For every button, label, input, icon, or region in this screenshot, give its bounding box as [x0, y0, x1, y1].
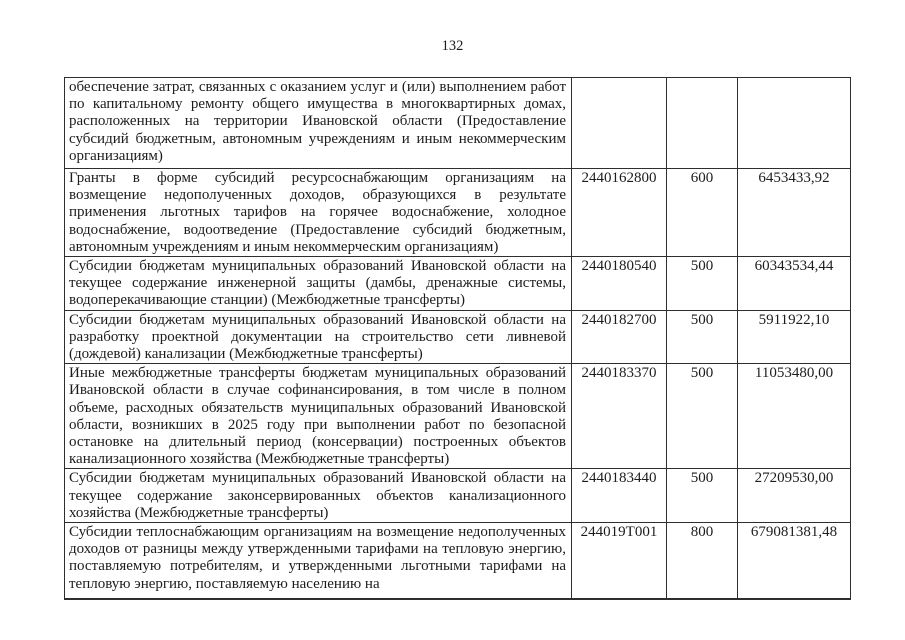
expense-description: Гранты в форме субсидий ресурсоснабжающим организациям на возмещение недополученных доходов, образующихся в результате применения льготных тарифов на горячее водоснабжение, холодное водоснабжение, водоотведение (Предоставление субсидий бюджетным, автономным учреждениям и иным некоммерческим организациям) — [65, 169, 572, 257]
amount-value — [738, 78, 851, 169]
budget-expenditures-table — [64, 77, 851, 600]
table-row — [65, 257, 851, 311]
budget-code: 2440162800 — [572, 169, 667, 257]
expense-description: обеспечение затрат, связанных с оказанием услуг и (или) выполнением работ по капитальному ремонту общего имущества в многоквартирных домах, расположенных на территории Ивановской области (Предоставление субсидий бюджетным, автономным учреждениям и иным некоммерческим организациям) — [65, 78, 572, 169]
expense-type-code: 600 — [667, 169, 738, 257]
amount-value: 6453433,92 — [738, 169, 851, 257]
table-row — [65, 78, 851, 169]
budget-code: 2440182700 — [572, 310, 667, 364]
amount-value: 11053480,00 — [738, 364, 851, 469]
expense-description: Субсидии бюджетам муниципальных образований Ивановской области на текущее содержание инженерной защиты (дамбы, дренажные системы, водоперекачивающие станции) (Межбюджетные трансферты) — [65, 257, 572, 311]
expense-type-code: 500 — [667, 364, 738, 469]
table-row — [65, 469, 851, 523]
budget-code: 244019T001 — [572, 523, 667, 599]
page-number: 132 — [441, 38, 464, 54]
budget-code: 2440183370 — [572, 364, 667, 469]
table-row — [65, 523, 851, 599]
table-row — [65, 169, 851, 257]
expense-description: Субсидии бюджетам муниципальных образований Ивановской области на разработку проектной документации на строительство сети ливневой (дождевой) канализации (Межбюджетные трансферты) — [65, 310, 572, 364]
expense-type-code: 500 — [667, 257, 738, 311]
table-row — [65, 310, 851, 364]
expense-type-code: 500 — [667, 469, 738, 523]
expense-type-code: 800 — [667, 523, 738, 599]
expense-type-code — [667, 78, 738, 169]
expense-type-code: 500 — [667, 310, 738, 364]
clipped-text: Субсидии теплоснабжающим организациям на возмещение недополученных доходов от разницы между утвержденными тарифами на тепловую энергию, поставляемую потребителям, и утвержденными льготными тарифами на тепловую энергию, поставляемую населению на — [69, 524, 566, 592]
budget-code — [572, 78, 667, 169]
expense-description: Субсидии бюджетам муниципальных образований Ивановской области на текущее содержание законсервированных объектов канализационного хозяйства (Межбюджетные трансферты) — [65, 469, 572, 523]
expense-description: Иные межбюджетные трансферты бюджетам муниципальных образований Ивановской области в случае софинансирования, в том числе в полном объеме, расходных обязательств муниципальных образований Ивановской области, возникших в 2025 году при выполнении работ по безопасной остановке на длительный период (консервации) построенных объектов канализационного хозяйства (Межбюджетные трансферты) — [65, 364, 572, 469]
table-row — [65, 364, 851, 469]
amount-value: 5911922,10 — [738, 310, 851, 364]
amount-value: 27209530,00 — [738, 469, 851, 523]
budget-code: 2440180540 — [572, 257, 667, 311]
amount-value: 60343534,44 — [738, 257, 851, 311]
amount-value: 679081381,48 — [738, 523, 851, 599]
expense-description — [65, 523, 572, 599]
budget-code: 2440183440 — [572, 469, 667, 523]
